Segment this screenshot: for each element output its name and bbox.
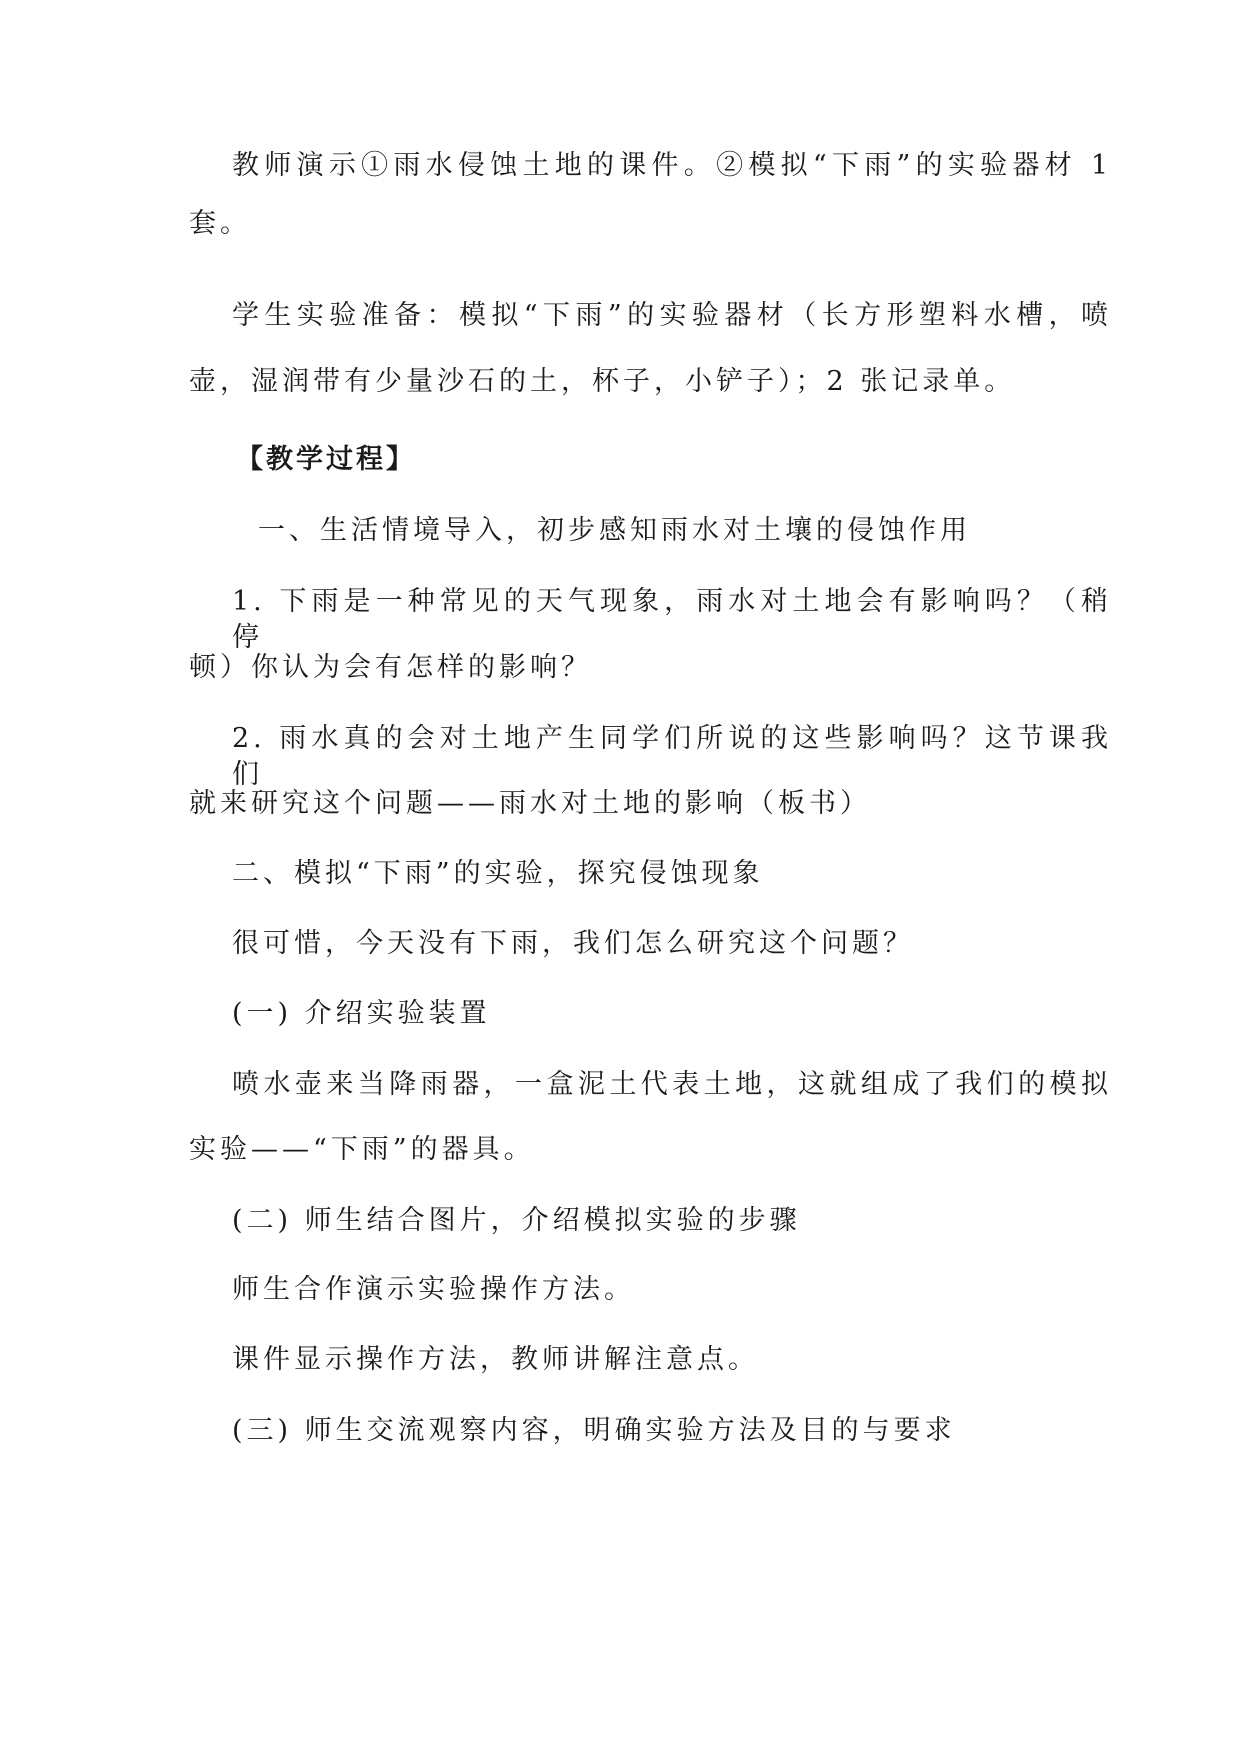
- paragraph-line: 学生实验准备：模拟“下雨”的实验器材（长方形塑料水槽，喷: [232, 300, 1112, 331]
- subsection-title: (二) 师生结合图片，介绍模拟实验的步骤: [232, 1205, 801, 1236]
- paragraph-line: 就来研究这个问题——雨水对土地的影响（板书）: [189, 788, 871, 819]
- subsection-title: (一) 介绍实验装置: [232, 998, 491, 1029]
- paragraph-line: 壶，湿润带有少量沙石的土，杯子，小铲子）；2 张记录单。: [189, 366, 1016, 397]
- paragraph-line: 1. 下雨是一种常见的天气现象，雨水对土地会有影响吗？（稍停: [232, 586, 1112, 653]
- paragraph-line: 很可惜，今天没有下雨，我们怎么研究这个问题？: [232, 928, 914, 959]
- section-heading-teaching-process: 【教学过程】: [236, 444, 416, 475]
- paragraph-line: 实验——“下雨”的器具。: [189, 1134, 535, 1165]
- subsection-title: (三) 师生交流观察内容，明确实验方法及目的与要求: [232, 1415, 956, 1446]
- paragraph-line: 套。: [189, 208, 251, 239]
- paragraph-line: 课件显示操作方法，教师讲解注意点。: [232, 1344, 759, 1375]
- paragraph-line: 2. 雨水真的会对土地产生同学们所说的这些影响吗？这节课我们: [232, 723, 1112, 790]
- paragraph-line: 教师演示①雨水侵蚀土地的课件。②模拟“下雨”的实验器材 1: [232, 150, 1112, 181]
- section-title: 一、生活情境导入，初步感知雨水对土壤的侵蚀作用: [258, 515, 971, 546]
- paragraph-line: 顿）你认为会有怎样的影响？: [189, 652, 592, 683]
- paragraph-line: 师生合作演示实验操作方法。: [232, 1274, 635, 1305]
- paragraph-line: 喷水壶来当降雨器，一盒泥土代表土地，这就组成了我们的模拟: [232, 1069, 1112, 1100]
- section-title: 二、模拟“下雨”的实验，探究侵蚀现象: [232, 858, 764, 889]
